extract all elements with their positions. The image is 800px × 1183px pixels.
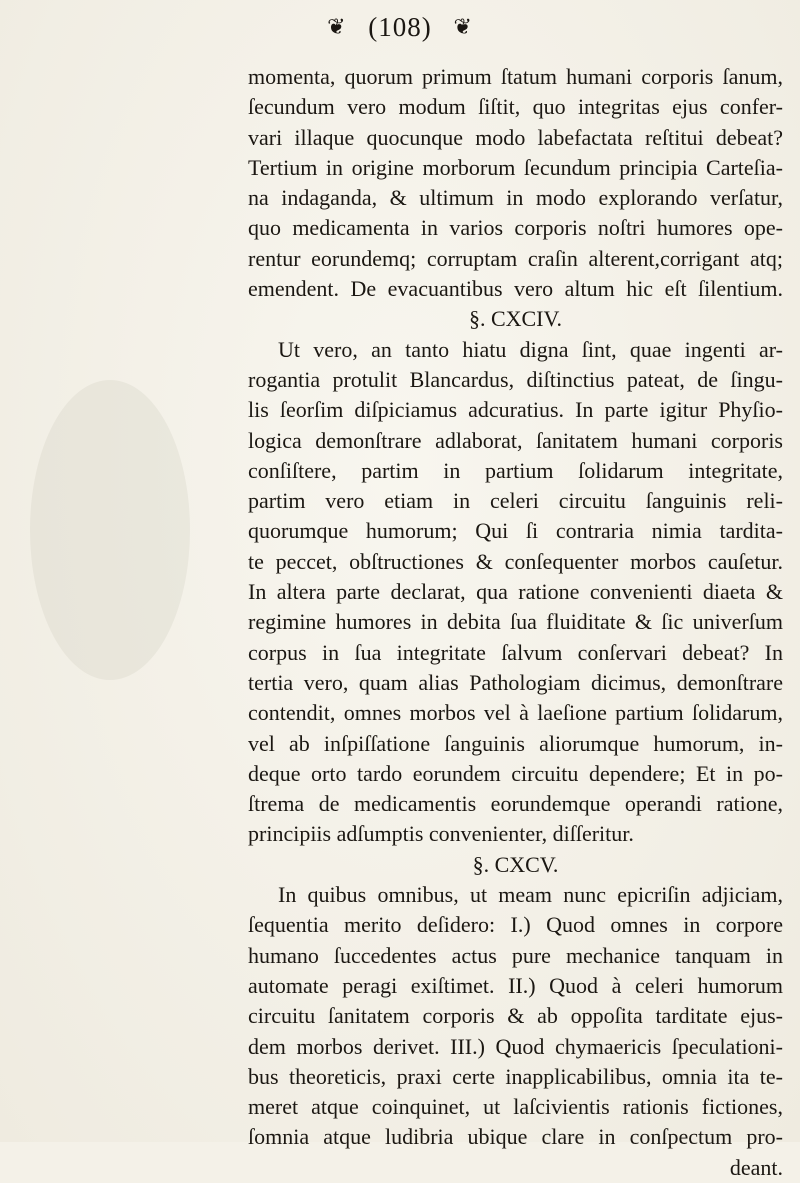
text-line: te peccet, obſtructiones & conſequenter morbos cauſetur. [248, 548, 783, 574]
text-line: Tertium in origine morborum ſecundum principia Carteſia- [248, 154, 783, 180]
text-line: lis ſeorſim diſpiciamus adcuratius. In parte igitur Phyſio- [248, 397, 783, 423]
text-line: circuitu ſanitatem corporis & ab oppoſita tarditate ejus- [248, 1003, 783, 1029]
text-line: In altera parte declarat, qua ratione convenienti diaeta & [248, 579, 783, 605]
text-line: ſomnia atque ludibria ubique clare in conſpectum pro- [248, 1124, 783, 1150]
text-line: contendit, omnes morbos vel à laeſione partium ſolidarum, [248, 700, 783, 726]
text-line: momenta, quorum primum ſtatum humani corporis ſanum, [248, 64, 783, 89]
text-line: deant. [729, 1154, 783, 1180]
text-line: regimine humores in debita ſua fluiditate & ſic univerſum [248, 609, 783, 635]
text-line: corpus in ſua integritate ſalvum conſervari debeat? In [248, 639, 783, 665]
text-line: deque orto tardo eorundem circuitu dependere; Et in po- [248, 760, 783, 786]
text-line: conſiſtere, partim in partium ſolidarum integritate, [248, 457, 783, 483]
text-line: na indaganda, & ultimum in modo explorando verſatur, [248, 185, 783, 211]
text-line: partim vero etiam in celeri circuitu ſanguinis reli- [248, 488, 783, 514]
text-line: meret atque coinquinet, ut laſcivientis rationis fictiones, [248, 1094, 783, 1120]
text-line: emendent. De evacuantibus vero altum hic eſt ſilentium. [248, 276, 783, 302]
text-line: rogantia protulit Blancardus, diſtinctius pateat, de ſingu- [248, 366, 783, 392]
text-line: vari illaque quocunque modo labefactata reſtitui debeat? [248, 124, 783, 150]
text-line: quorumque humorum; Qui ſi contraria nimia tardita- [248, 518, 783, 544]
text-line: principiis adſumptis convenienter, diſſeritur. [248, 821, 634, 847]
flower-ornament-right-icon: ❦ [453, 14, 473, 39]
text-line: Ut vero, an tanto hiatu digna ſint, quae ingenti ar- [278, 336, 783, 362]
page-header [0, 12, 800, 43]
text-line: rentur eorundemq; corruptam craſin alterent,corrigant atq; [248, 245, 783, 271]
page-number: (108) [368, 12, 432, 42]
text-line: ſecundum vero modum ſiſtit, quo integritas ejus confer- [248, 94, 783, 120]
text-line: ſequentia merito deſidero: I.) Quod omnes in corpore [248, 912, 783, 938]
text-line: logica demonſtrare adlaborat, ſanitatem humani corporis [248, 427, 783, 453]
text-line: humano ſuccedentes actus pure mechanice tanquam in [248, 942, 783, 968]
text-line: quo medicamenta in varios corporis noſtri humores ope- [248, 215, 783, 241]
text-line: tertia vero, quam alias Pathologiam dicimus, demonſtrare [248, 669, 783, 695]
text-line: dem morbos derivet. III.) Quod chymaericis ſpeculationi- [248, 1033, 783, 1059]
text-line: automate peragi exiſtimet. II.) Quod à celeri humorum [248, 972, 783, 998]
text-line: vel ab inſpiſſatione ſanguinis aliorumque humorum, in- [248, 730, 783, 756]
paper-stain [30, 380, 190, 680]
section-heading: §. CXCV. [472, 851, 559, 877]
body-text [248, 62, 783, 1183]
text-line: bus theoreticis, praxi certe inapplicabilibus, omnia ita te- [248, 1063, 783, 1089]
text-line: In quibus omnibus, ut meam nunc epicriſin adjiciam, [278, 882, 783, 908]
flower-ornament-left-icon: ❦ [327, 14, 347, 39]
text-line: ſtrema de medicamentis eorundemque operandi ratione, [248, 791, 783, 817]
section-heading: §. CXCIV. [468, 306, 563, 332]
